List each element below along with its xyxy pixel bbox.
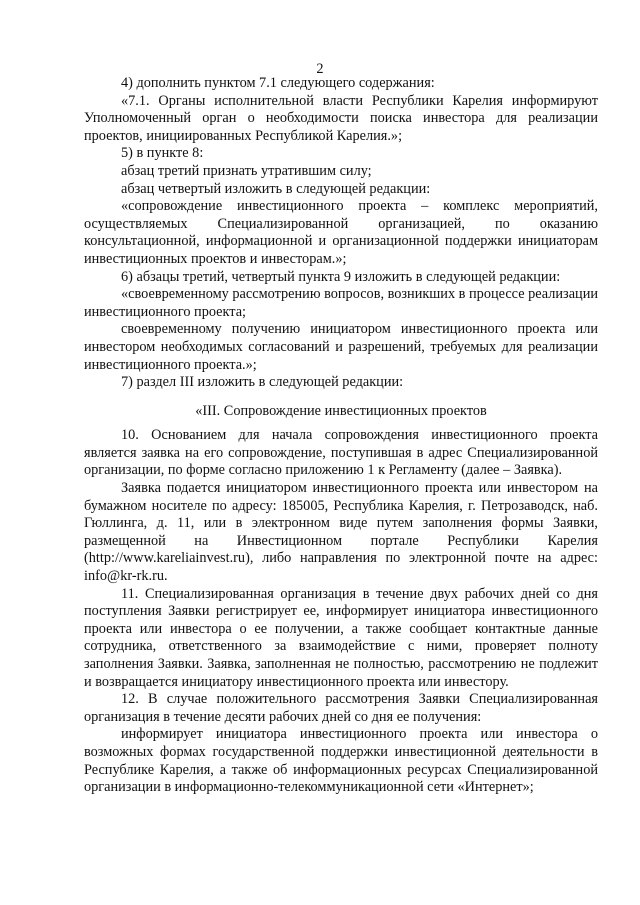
- paragraph: Заявка подается инициатором инвестиционного проекта или инвестором на бумажном носителе по адресу: 185005, Республика Карелия, г. Петрозаводск, наб. Гюллинга, д. 11, или в электронном виде путем заполнения формы Заявки, размещенной на Инвестиционном портале Республики Карелия (http://www.kareliainvest.ru), либо направления по электронной почте на адрес: info@kr-rk.ru.: [84, 480, 598, 585]
- section-heading: «III. Сопровождение инвестиционных проектов: [195, 402, 487, 419]
- page-number: 2: [316, 61, 324, 77]
- paragraph: 11. Специализированная организация в течение двух рабочих дней со дня поступления Заявки регистрирует ее, информирует инициатора инвестиционного проекта или инвестора о ее получении, а также сообщает контактные данные сотрудника, ответственного за взаимодействие с ними, проверяет полноту заполнения Заявки. Заявка, заполненная не полностью, рассмотрению не подлежит и возвращается инициатору инвестиционного проекта или инвестору.: [84, 585, 598, 690]
- paragraph: 12. В случае положительного рассмотрения Заявки Специализированная организация в течение десяти рабочих дней со дня ее получения:: [84, 691, 598, 725]
- paragraph: информирует инициатора инвестиционного проекта или инвестора о возможных формах государственной поддержки инвестиционной деятельности в Республике Карелия, а также об информационных ресурсах Специализированной организации в информационно-телекоммуникационной сети «Интернет»;: [84, 726, 598, 796]
- paragraph: абзац четвертый изложить в следующей редакции:: [121, 180, 431, 197]
- paragraph: 7) раздел III изложить в следующей редакции:: [121, 374, 404, 391]
- document-body: [84, 58, 598, 797]
- paragraph: «своевременному рассмотрению вопросов, возникших в процессе реализации инвестиционного проекта;: [84, 286, 598, 320]
- paragraph: абзац третий признать утратившим силу;: [121, 162, 372, 179]
- paragraph: 6) абзацы третий, четвертый пункта 9 изложить в следующей редакции:: [121, 268, 561, 285]
- paragraph: своевременному получению инициатором инвестиционного проекта или инвестором необходимых согласований и разрешений, требуемых для реализации инвестиционного проекта.»;: [84, 321, 598, 373]
- paragraph: 10. Основанием для начала сопровождения инвестиционного проекта является заявка на его сопровождение, поступившая в адрес Специализированной организации, по форме согласно приложению 1 к Регламенту (далее – Заявка).: [84, 427, 598, 479]
- paragraph: 4) дополнить пунктом 7.1 следующего содержания:: [121, 75, 435, 91]
- paragraph: 5) в пункте 8:: [121, 145, 204, 162]
- paragraph: «сопровождение инвестиционного проекта – комплекс мероприятий, осуществляемых Специализированной организацией, по оказанию консультационной, информационной и организационной поддержки инициаторам инвестиционных проектов и инвесторам.»;: [84, 198, 598, 267]
- paragraph: «7.1. Органы исполнительной власти Республики Карелия информируют Уполномоченный орган о необходимости поиска инвестора для реализации проектов, инициированных Республикой Карелия.»;: [84, 92, 598, 144]
